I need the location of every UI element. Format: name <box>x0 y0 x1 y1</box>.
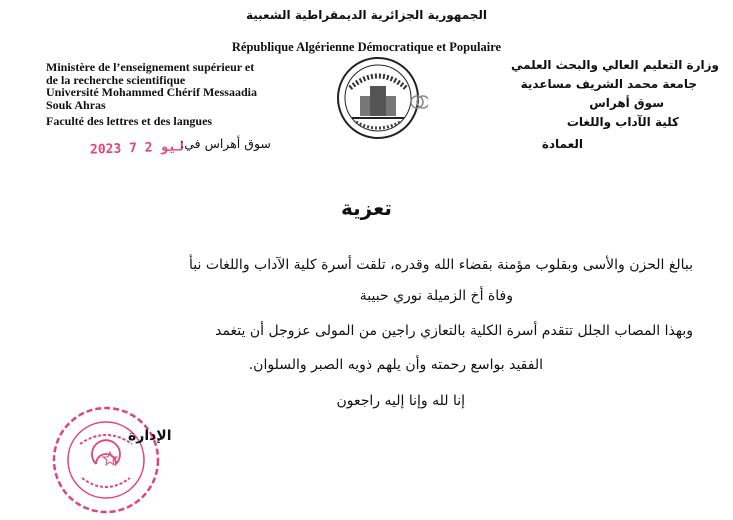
city-fr: Souk Ahras <box>46 97 106 112</box>
date-stamp: 2023 ليو 2 7 <box>89 139 185 158</box>
ministry-line-2: de la recherche scientifique <box>46 72 186 87</box>
official-seal <box>50 404 162 516</box>
city-ar: سوق أهراس <box>589 96 664 110</box>
university-logo <box>330 54 428 144</box>
ministry-ar: وزارة التعليم العالي والبحث العلمي <box>510 58 719 72</box>
institution-fr-block <box>46 61 346 128</box>
republic-french-title: République Algérienne Démocratique et Populaire <box>231 40 502 54</box>
letter-line-1: ببالغ الحزن والأسى وبقلوب مؤمنة بقضاء الله وقدره، تلقت أسرة كلية الآداب واللغات نبأ <box>189 257 693 273</box>
republic-arabic-title: الجمهورية الجزائرية الديمقراطية الشعبية <box>245 8 488 22</box>
letter-line-3: وبهذا المصاب الجلل تتقدم أسرة الكلية بالتعازي راجين من المولى عزوجل أن يتغمد <box>215 323 693 339</box>
place-date-label: سوق أهراس في: <box>180 136 271 151</box>
letter-line-4: الفقيد بواسع رحمته وأن يلهم ذويه الصبر والسلوان. <box>248 357 543 373</box>
letter-title: تعزية <box>341 196 392 220</box>
ministry-line-1: Ministère de l’enseignement supérieur et <box>46 60 255 74</box>
institution-ar-block <box>449 56 719 132</box>
faculty-fr: Faculté des lettres et des langues <box>46 114 213 128</box>
deanship-label: العمادة <box>541 137 583 151</box>
signature-label: الإدارة <box>128 428 172 444</box>
university-name-fr: Université Mohammed Chérif Messaadia <box>46 85 257 99</box>
letter-line-2: وفاة أخ الزميلة نوري حبيبة <box>359 288 513 304</box>
letter-line-5: إنا لله وإنا إليه راجعون <box>336 393 465 409</box>
university-name-ar: جامعة محمد الشريف مساعدية <box>520 77 697 91</box>
faculty-ar: كلية الآداب واللغات <box>566 115 679 129</box>
